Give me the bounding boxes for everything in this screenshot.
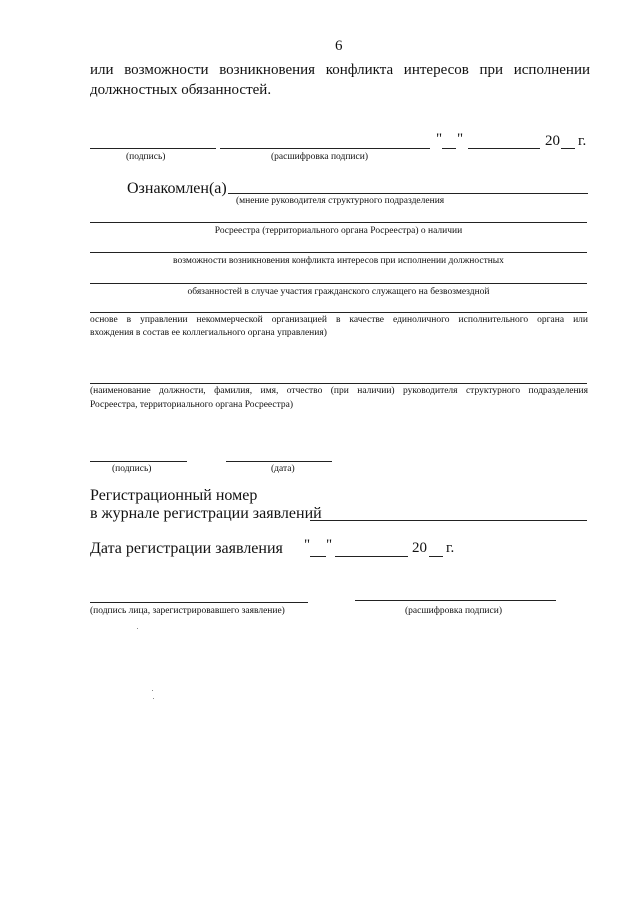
year-line — [561, 148, 575, 149]
head-name-caption-1: (наименование должности, фамилия, имя, отчество (при наличии) руководителя структурного подразделения — [90, 386, 588, 396]
scan-speck — [137, 628, 138, 629]
reg-year-suffix: г. — [446, 540, 455, 556]
decoding-caption: (расшифровка подписи) — [271, 152, 368, 162]
signature-line — [90, 148, 216, 149]
reg-month-line — [335, 556, 408, 557]
acquainted-caption-3: возможности возникновения конфликта интересов при исполнении должностных — [173, 256, 504, 266]
date-caption-2: (дата) — [271, 464, 295, 474]
opinion-line-1 — [90, 222, 587, 223]
year-suffix: г. — [578, 133, 587, 149]
acquainted-line — [228, 193, 588, 194]
decoding-line — [220, 148, 430, 149]
acquainted-caption-1: (мнение руководителя структурного подразделения — [236, 196, 445, 206]
opinion-line-4 — [90, 312, 587, 313]
head-name-line — [90, 383, 587, 384]
intro-line-1: или возможности возникновения конфликта интересов при исполнении — [90, 62, 590, 78]
reg-year-line — [429, 556, 443, 557]
registration-date-label: Дата регистрации заявления — [90, 540, 283, 557]
head-name-caption-2: Росреестра, территориального органа Росреестра) — [90, 400, 293, 410]
registrar-signature-line — [90, 602, 308, 603]
scan-speck — [152, 690, 153, 691]
acquainted-caption-5a: основе в управлении некоммерческой организацией в качестве единоличного исполнительного органа или — [90, 315, 588, 325]
year-prefix: 20 — [545, 133, 560, 149]
scan-speck — [153, 698, 154, 699]
acquainted-caption-4: обязанностей в случае участия гражданского служащего на безвозмездной — [187, 287, 490, 297]
date-quote-close: " — [457, 131, 464, 147]
date-line-2 — [226, 461, 332, 462]
registration-number-line — [310, 520, 587, 521]
opinion-line-3 — [90, 283, 587, 284]
day-line — [442, 148, 456, 149]
registrar-decoding-caption: (расшифровка подписи) — [405, 606, 502, 616]
signature-caption: (подпись) — [126, 152, 166, 162]
acquainted-caption-2: Росреестра (территориального органа Росреестра) о наличии — [214, 226, 463, 236]
reg-date-quote-open: " — [304, 537, 311, 553]
registrar-decoding-line — [355, 600, 556, 601]
registration-number-label-1: Регистрационный номер — [90, 487, 258, 504]
page-number: 6 — [335, 38, 343, 54]
signature-line-2 — [90, 461, 187, 462]
month-line — [468, 148, 540, 149]
reg-day-line — [310, 556, 326, 557]
opinion-line-2 — [90, 252, 587, 253]
reg-date-quote-close: " — [326, 537, 333, 553]
acquainted-caption-5b: вхождения в состав ее коллегиального органа управления) — [90, 328, 327, 338]
acquainted-label: Ознакомлен(а) — [127, 180, 227, 197]
registrar-signature-caption: (подпись лица, зарегистрировавшего заявление) — [90, 606, 285, 616]
signature-caption-2: (подпись) — [112, 464, 152, 474]
date-quote-open: " — [436, 131, 443, 147]
registration-number-label-2: в журнале регистрации заявлений — [90, 505, 322, 522]
reg-year-prefix: 20 — [412, 540, 427, 556]
intro-line-2: должностных обязанностей. — [90, 82, 272, 98]
